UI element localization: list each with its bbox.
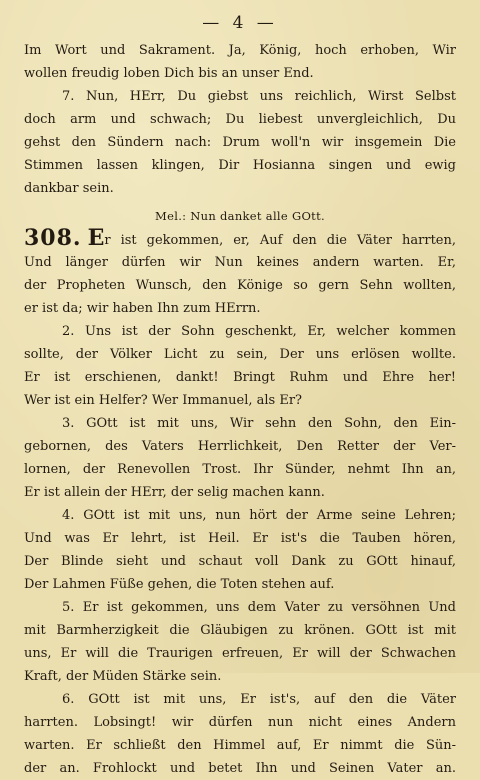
hymn-first-line [24,228,456,251]
verse-line: 5. Er ist gekommen, uns dem Vater zu versöhnen Und [62,600,456,615]
text-line: Im Wort und Sakrament. Ja, König, hoch erhoben, Wir [24,43,456,58]
hymn-number: 308. [24,228,82,251]
text-line: harrten. Lobsingt! wir dürfen nun nicht eines Andern [24,715,456,730]
text-line: doch arm und schwach; Du liebest unvergleichlich, Du [24,112,456,127]
text-line: Und was Er lehrt, ist Heil. Er ist's die Tauben hören, [24,531,456,546]
text-line: Kraft, der Müden Stärke sein. [24,669,222,684]
text-line: wollen freudig loben Dich bis an unser End. [24,66,314,81]
text-line: sollte, der Völker Licht zu sein, Der uns erlösen wollte. [24,347,456,362]
text-line: Wer ist ein Helfer? Wer Immanuel, als Er? [24,393,303,408]
melody-note: Mel.: Nun danket alle GOtt. [155,209,325,223]
text-line: Der Lahmen Füße gehen, die Toten stehen auf. [24,577,335,592]
text-line: der Propheten Wunsch, den Könige so gern Sehn wollten, [24,278,456,293]
text-line: gehst den Sündern nach: Drum woll'n wir insgemein Die [24,135,456,150]
text-line: lornen, der Renevollen Trost. Ihr Sünder, nehmt Ihn an, [24,462,456,477]
text-line: Stimmen lassen klingen, Dir Hosianna singen und ewig [24,158,456,173]
verse-line: 6. GOtt ist mit uns, Er ist's, auf den die Väter [62,692,456,707]
text-line: uns, Er will die Traurigen erfreuen, Er will der Schwachen [24,646,456,661]
verse-line: 3. GOtt ist mit uns, Wir sehn den Sohn, den Ein- [62,416,456,431]
text-line: der an. Frohlockt und betet Ihn und Seinen Vater an. [24,761,456,776]
text-line: gebornen, des Vaters Herrlichkeit, Den Retter der Ver- [24,439,456,454]
text-line: Der Blinde sieht und schaut voll Dank zu GOtt hinauf, [24,554,456,569]
text-line: Er ist allein der HErr, der selig machen kann. [24,485,325,500]
verse-line: 4. GOtt ist mit uns, nun hört der Arme seine Lehren; [62,508,456,523]
text-line: er ist da; wir haben Ihn zum HErrn. [24,301,261,316]
drop-initial: E [87,228,105,251]
verse-line: 2. Uns ist der Sohn geschenkt, Er, welcher kommen [62,324,456,339]
text-line: Und länger dürfen wir Nun keines andern warten. Er, [24,255,456,270]
text-line: dankbar sein. [24,181,114,196]
text-line: Er ist erschienen, dankt! Bringt Ruhm und Ehre her! [24,370,456,385]
page-number-header: — 4 — [202,13,278,33]
hymn-first-line-text: r ist gekommen, er, Auf den die Väter harrten, [104,233,456,248]
text-line: warten. Er schließt den Himmel auf, Er nimmt die Sün- [24,738,456,753]
verse-line: 7. Nun, HErr, Du giebst uns reichlich, Wirst Selbst [62,89,456,104]
text-line: mit Barmherzigkeit die Gläubigen zu krönen. GOtt ist mit [24,623,456,638]
